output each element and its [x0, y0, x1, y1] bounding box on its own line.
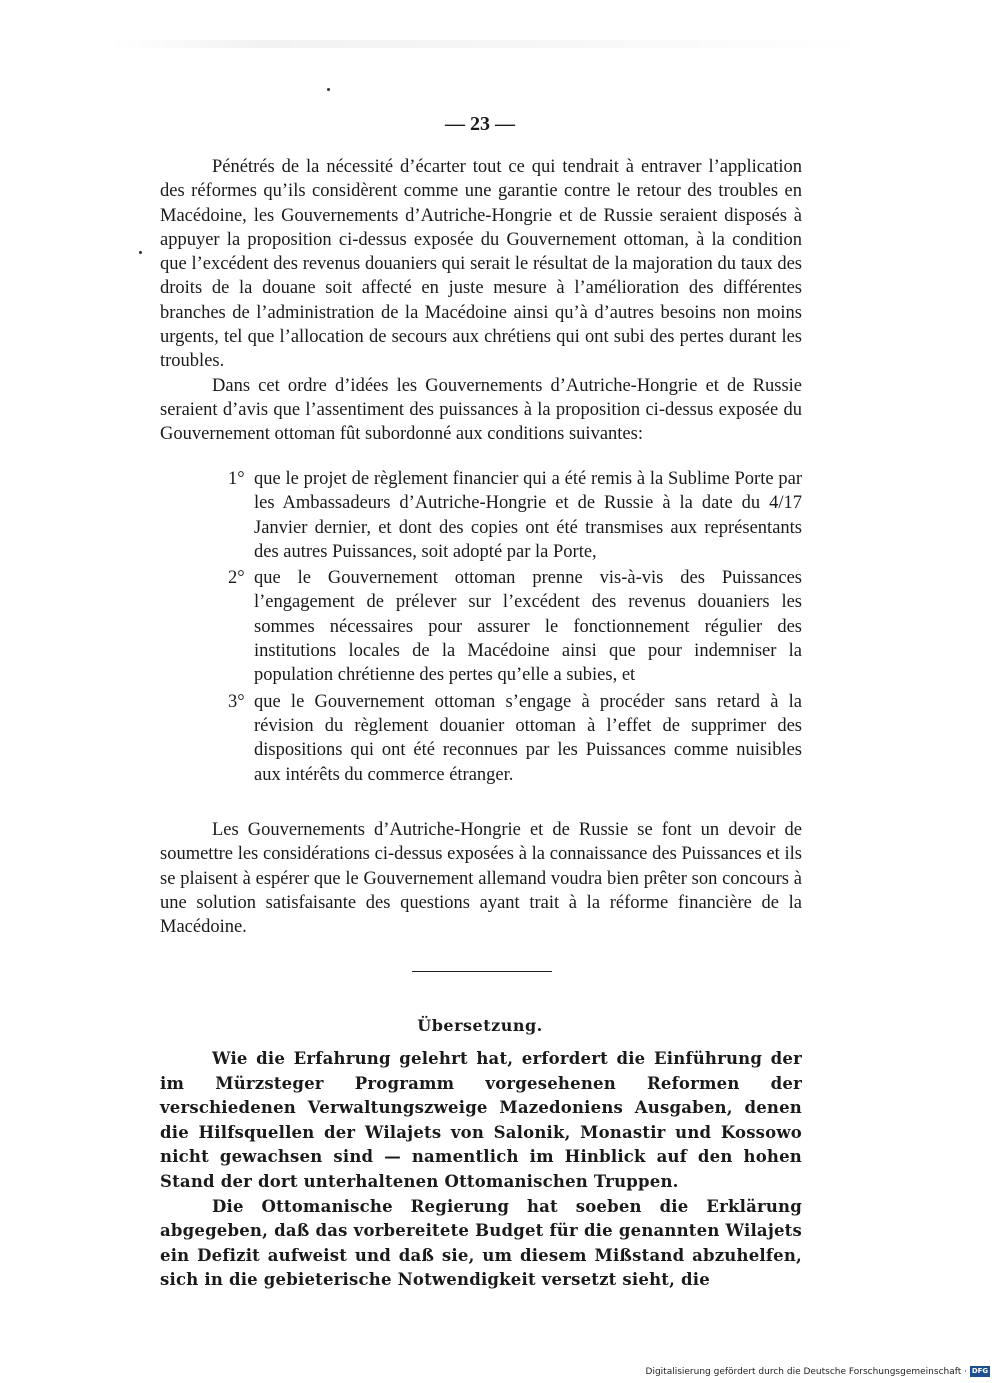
german-paragraph-2: Die Ottomanische Regierung hat soeben die Erklärung abgegeben, daß das vorbereitete Budget für die genannten Wilajets ein Defizit aufweist und daß sie, um diesem Mißstand abzuhelfen, sich in die gebieterische Notwendigkeit versetzt sieht, die [160, 1196, 802, 1290]
list-text: que le projet de règlement financier qui a été remis à la Sublime Porte par les Ambassadeurs d’Autriche-Hongrie et de Russie à la date du 4/17 Janvier dernier, et dont des copies ont été transmises aux représentants des autres Puissances, soit adopté par la Porte, [254, 469, 802, 562]
scan-artifact [110, 40, 870, 48]
digitization-footer [646, 1366, 990, 1377]
list-text: que le Gouvernement ottoman s’engage à procéder sans retard à la révision du règlement douanier ottoman à l’effet de supprimer des dispositions qui ont été reconnues par les Puissances comme nuisibles aux intérêts du commerce étranger. [254, 691, 802, 785]
german-translation [160, 1047, 802, 1293]
french-conclusion [160, 818, 802, 939]
list-text: que le Gouvernement ottoman prenne vis-à-vis des Puissances l’engagement de prélever sur l’excédent des revenus douaniers les sommes nécessaires pour assurer le fonctionnement régulier des institutions locales de la Macédoine ainsi que pour indemniser la population chrétienne des pertes qu’elle a subies, et [254, 568, 802, 686]
list-number: 2° [228, 568, 245, 589]
footer-text: Digitalisierung gefördert durch die Deutsche Forschungsgemeinschaft · [645, 1366, 967, 1377]
list-number: 3° [228, 691, 245, 712]
french-paragraph-2: Dans cet ordre d’idées les Gouvernements d’Autriche-Hongrie et de Russie seraient d’avis que l’assentiment des puissances à la proposition ci-dessus exposée du Gouvernement ottoman fût subordonné aux conditions suivantes: [160, 375, 802, 445]
list-item [228, 566, 802, 687]
conditions-list [228, 467, 802, 789]
section-divider [412, 971, 552, 972]
scan-speck [327, 88, 330, 91]
list-number: 1° [228, 469, 245, 489]
list-item [228, 467, 802, 564]
dfg-logo: DFG [971, 1367, 989, 1375]
french-intro [160, 155, 802, 447]
translation-title: Übersetzung. [417, 1016, 543, 1035]
french-paragraph-1: Pénétrés de la nécessité d’écarter tout ce qui tendrait à entraver l’application des réformes qu’ils considèrent comme une garantie contre le retour des troubles en Macédoine, les Gouvernements d’Autriche-Hongrie et de Russie seraient disposés à appuyer la proposition ci-dessus exposée du Gouvernement ottoman, à la condition que l’excédent des revenus douaniers qui serait le résultat de la majoration du taux des droits de la douane soit affecté en juste mesure à l’amélioration des différentes branches de l’administration de la Macédoine ainsi qu’à d’autres besoins non moins urgents, tel que l’allocation de secours aux chrétiens qui ont subi des pertes durant les troubles. [160, 157, 802, 372]
scan-speck [139, 251, 142, 254]
page-number: — 23 — [445, 113, 515, 135]
list-item [228, 690, 802, 787]
french-paragraph-3: Les Gouvernements d’Autriche-Hongrie et de Russie se font un devoir de soumettre les considérations ci-dessus exposées à la connaissance des Puissances et ils se plaisent à espérer que le Gouvernement allemand voudra bien prêter son concours à une solution satisfaisante des questions ayant trait à la réforme financière de la Macédoine. [160, 820, 802, 938]
german-paragraph-1: Wie die Erfahrung gelehrt hat, erfordert die Einführung der im Mürzsteger Programm vorgesehenen Reformen der verschiedenen Verwaltungszweige Mazedoniens Ausgaben, denen die Hilfsquellen der Wilajets von Salonik, Monastir und Kossowo nicht gewachsen sind — namentlich im Hinblick auf den hohen Stand der dort unterhaltenen Ottomanischen Truppen. [160, 1049, 802, 1191]
